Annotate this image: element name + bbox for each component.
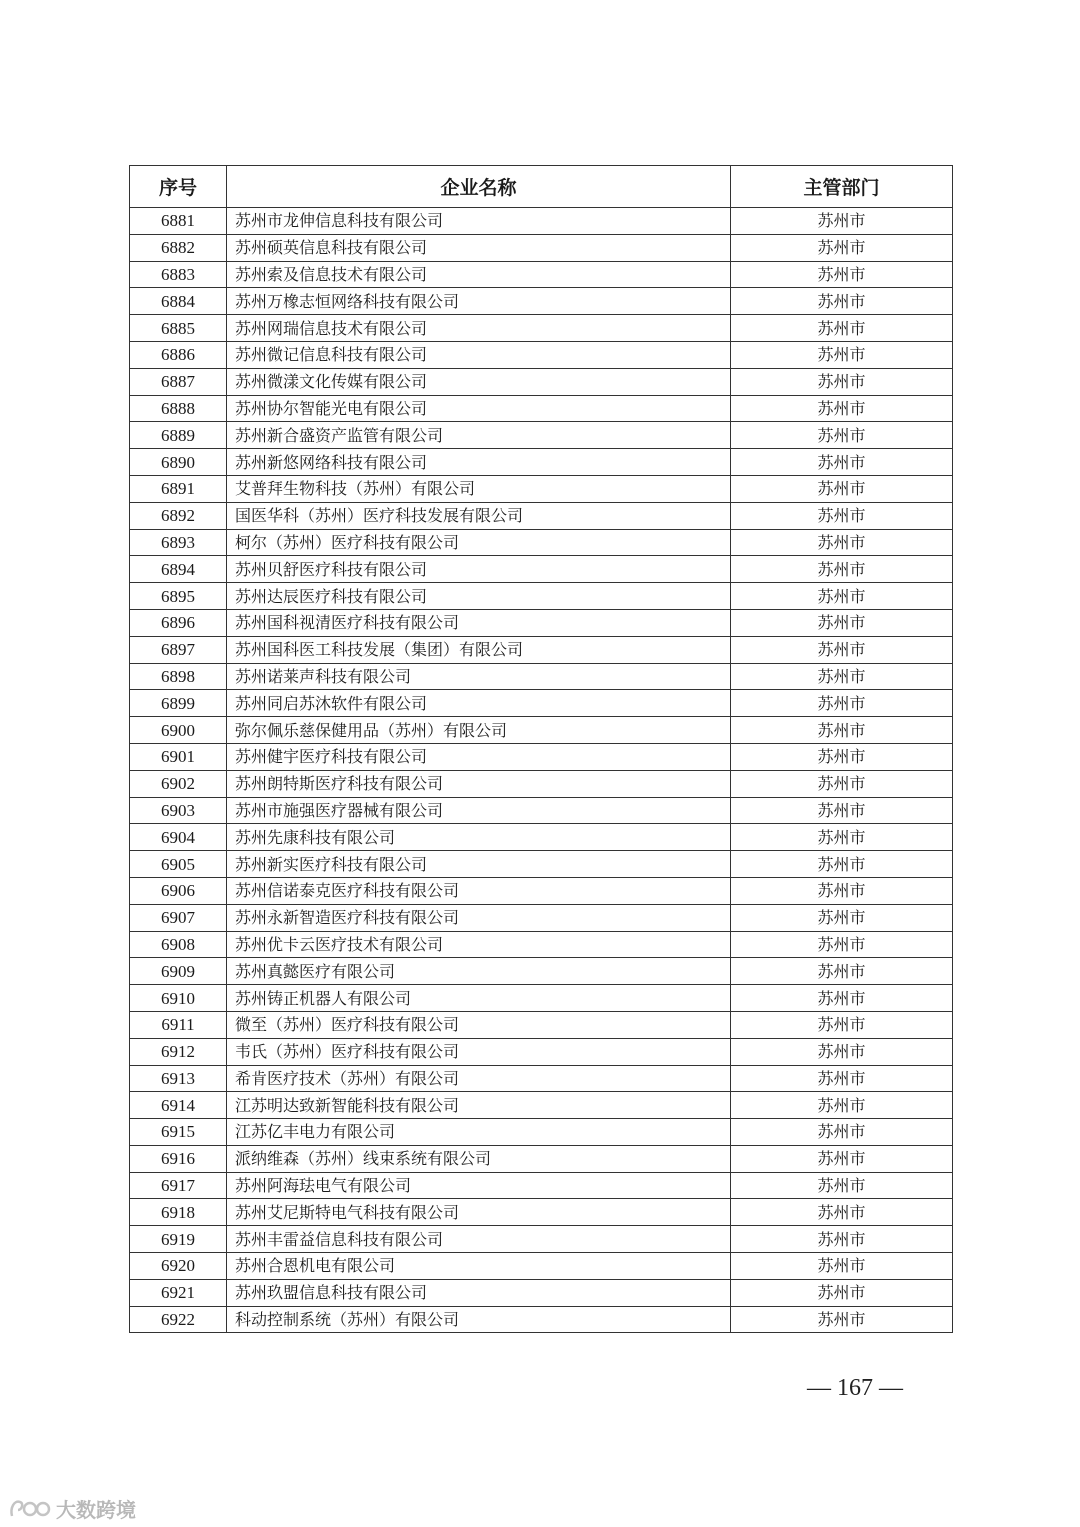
department-cell: 苏州市 [731, 449, 953, 476]
company-name-cell: 江苏亿丰电力有限公司 [227, 1119, 731, 1146]
serial-number-cell: 6887 [130, 368, 227, 395]
table-row [130, 583, 953, 610]
company-name-cell: 苏州铸正机器人有限公司 [227, 985, 731, 1012]
company-name-cell: 科动控制系统（苏州）有限公司 [227, 1306, 731, 1333]
table-row [130, 1119, 953, 1146]
table-row [130, 690, 953, 717]
table-row [130, 1253, 953, 1280]
watermark [8, 1494, 136, 1523]
company-name-cell: 派纳维森（苏州）线束系统有限公司 [227, 1145, 731, 1172]
serial-number-cell: 6884 [130, 288, 227, 315]
table-header [130, 166, 953, 208]
table-row [130, 288, 953, 315]
table-row [130, 341, 953, 368]
company-name-cell: 苏州贝舒医疗科技有限公司 [227, 556, 731, 583]
company-name-cell: 苏州同启苏沐软件有限公司 [227, 690, 731, 717]
serial-number-cell: 6886 [130, 341, 227, 368]
serial-number-cell: 6913 [130, 1065, 227, 1092]
table-row [130, 449, 953, 476]
table-row [130, 1038, 953, 1065]
serial-number-cell: 6912 [130, 1038, 227, 1065]
table-row [130, 395, 953, 422]
serial-number-cell: 6890 [130, 449, 227, 476]
company-name-cell: 苏州网瑞信息技术有限公司 [227, 315, 731, 342]
serial-number-cell: 6894 [130, 556, 227, 583]
serial-number-cell: 6898 [130, 663, 227, 690]
company-name-cell: 苏州艾尼斯特电气科技有限公司 [227, 1199, 731, 1226]
department-cell: 苏州市 [731, 1253, 953, 1280]
department-cell: 苏州市 [731, 717, 953, 744]
department-cell: 苏州市 [731, 315, 953, 342]
table-row [130, 609, 953, 636]
serial-number-cell: 6915 [130, 1119, 227, 1146]
company-name-cell: 苏州先康科技有限公司 [227, 824, 731, 851]
company-name-cell: 苏州信诺泰克医疗科技有限公司 [227, 877, 731, 904]
department-cell: 苏州市 [731, 797, 953, 824]
company-name-cell: 苏州新实医疗科技有限公司 [227, 851, 731, 878]
department-cell: 苏州市 [731, 422, 953, 449]
company-name-cell: 苏州国科视清医疗科技有限公司 [227, 609, 731, 636]
department-cell: 苏州市 [731, 1172, 953, 1199]
company-name-cell: 苏州朗特斯医疗科技有限公司 [227, 770, 731, 797]
serial-number-cell: 6883 [130, 261, 227, 288]
serial-number-cell: 6889 [130, 422, 227, 449]
serial-number-cell: 6906 [130, 877, 227, 904]
enterprise-list-table [129, 165, 953, 1333]
serial-number-cell: 6908 [130, 931, 227, 958]
department-cell: 苏州市 [731, 208, 953, 235]
department-cell: 苏州市 [731, 1065, 953, 1092]
company-name-cell: 苏州硕英信息科技有限公司 [227, 234, 731, 261]
serial-number-cell: 6904 [130, 824, 227, 851]
department-cell: 苏州市 [731, 931, 953, 958]
company-name-cell: 苏州市龙伸信息科技有限公司 [227, 208, 731, 235]
table-row [130, 1145, 953, 1172]
table-row [130, 234, 953, 261]
department-cell: 苏州市 [731, 904, 953, 931]
department-cell: 苏州市 [731, 1199, 953, 1226]
table-row [130, 904, 953, 931]
company-name-cell: 苏州微漾文化传媒有限公司 [227, 368, 731, 395]
company-name-cell: 柯尔（苏州）医疗科技有限公司 [227, 529, 731, 556]
department-cell: 苏州市 [731, 475, 953, 502]
company-name-cell: 苏州新悠网络科技有限公司 [227, 449, 731, 476]
table-header-row [130, 166, 953, 208]
table-row [130, 877, 953, 904]
serial-number-cell: 6888 [130, 395, 227, 422]
company-name-cell: 苏州玖盟信息科技有限公司 [227, 1279, 731, 1306]
serial-number-cell: 6914 [130, 1092, 227, 1119]
department-cell: 苏州市 [731, 502, 953, 529]
department-cell: 苏州市 [731, 1306, 953, 1333]
serial-number-cell: 6916 [130, 1145, 227, 1172]
company-name-cell: 艾普拜生物科技（苏州）有限公司 [227, 475, 731, 502]
department-cell: 苏州市 [731, 1226, 953, 1253]
table-row [130, 502, 953, 529]
department-cell: 苏州市 [731, 663, 953, 690]
table-row [130, 1092, 953, 1119]
table-row [130, 1199, 953, 1226]
department-cell: 苏州市 [731, 743, 953, 770]
company-name-cell: 苏州诺莱声科技有限公司 [227, 663, 731, 690]
department-cell: 苏州市 [731, 690, 953, 717]
company-name-cell: 苏州永新智造医疗科技有限公司 [227, 904, 731, 931]
company-name-cell: 苏州达辰医疗科技有限公司 [227, 583, 731, 610]
department-cell: 苏州市 [731, 583, 953, 610]
table-row [130, 315, 953, 342]
company-name-cell: 国医华科（苏州）医疗科技发展有限公司 [227, 502, 731, 529]
department-cell: 苏州市 [731, 529, 953, 556]
company-name-cell: 苏州合恩机电有限公司 [227, 1253, 731, 1280]
department-cell: 苏州市 [731, 1279, 953, 1306]
table-row [130, 717, 953, 744]
department-cell: 苏州市 [731, 1038, 953, 1065]
department-cell: 苏州市 [731, 609, 953, 636]
serial-number-cell: 6909 [130, 958, 227, 985]
table-row [130, 770, 953, 797]
table-row [130, 824, 953, 851]
department-cell: 苏州市 [731, 1119, 953, 1146]
serial-number-cell: 6922 [130, 1306, 227, 1333]
company-name-cell: 弥尔佩乐慈保健用品（苏州）有限公司 [227, 717, 731, 744]
table-row [130, 663, 953, 690]
header-company-name: 企业名称 [227, 166, 731, 208]
table-row [130, 368, 953, 395]
company-name-cell: 希肯医疗技术（苏州）有限公司 [227, 1065, 731, 1092]
department-cell: 苏州市 [731, 556, 953, 583]
serial-number-cell: 6921 [130, 1279, 227, 1306]
table-row [130, 797, 953, 824]
department-cell: 苏州市 [731, 636, 953, 663]
company-name-cell: 韦氏（苏州）医疗科技有限公司 [227, 1038, 731, 1065]
table-row [130, 1172, 953, 1199]
company-name-cell: 苏州丰雷益信息科技有限公司 [227, 1226, 731, 1253]
serial-number-cell: 6903 [130, 797, 227, 824]
serial-number-cell: 6899 [130, 690, 227, 717]
company-name-cell: 苏州真懿医疗有限公司 [227, 958, 731, 985]
company-name-cell: 江苏明达致新智能科技有限公司 [227, 1092, 731, 1119]
watermark-text: 大数跨境 [56, 1498, 136, 1522]
table-row [130, 985, 953, 1012]
header-department: 主管部门 [731, 166, 953, 208]
department-cell: 苏州市 [731, 770, 953, 797]
table-row [130, 1226, 953, 1253]
table-row [130, 743, 953, 770]
company-name-cell: 苏州国科医工科技发展（集团）有限公司 [227, 636, 731, 663]
company-name-cell: 苏州阿海珐电气有限公司 [227, 1172, 731, 1199]
company-name-cell: 苏州市施强医疗器械有限公司 [227, 797, 731, 824]
serial-number-cell: 6911 [130, 1011, 227, 1038]
department-cell: 苏州市 [731, 395, 953, 422]
table-row [130, 475, 953, 502]
table-row [130, 636, 953, 663]
department-cell: 苏州市 [731, 1092, 953, 1119]
company-name-cell: 苏州微记信息科技有限公司 [227, 341, 731, 368]
serial-number-cell: 6900 [130, 717, 227, 744]
header-serial-number: 序号 [130, 166, 227, 208]
page-number: — 167 — [807, 1375, 903, 1401]
serial-number-cell: 6901 [130, 743, 227, 770]
table-body [130, 208, 953, 1333]
department-cell: 苏州市 [731, 1145, 953, 1172]
company-name-cell: 微至（苏州）医疗科技有限公司 [227, 1011, 731, 1038]
serial-number-cell: 6907 [130, 904, 227, 931]
table-row [130, 1306, 953, 1333]
serial-number-cell: 6918 [130, 1199, 227, 1226]
table-row [130, 556, 953, 583]
brand-logo-icon [8, 1496, 52, 1522]
company-name-cell: 苏州新合盛资产监管有限公司 [227, 422, 731, 449]
department-cell: 苏州市 [731, 341, 953, 368]
serial-number-cell: 6902 [130, 770, 227, 797]
table-row [130, 1279, 953, 1306]
department-cell: 苏州市 [731, 234, 953, 261]
department-cell: 苏州市 [731, 288, 953, 315]
table-row [130, 851, 953, 878]
table-row [130, 529, 953, 556]
table-row [130, 1065, 953, 1092]
company-name-cell: 苏州协尔智能光电有限公司 [227, 395, 731, 422]
department-cell: 苏州市 [731, 985, 953, 1012]
serial-number-cell: 6919 [130, 1226, 227, 1253]
table-row [130, 931, 953, 958]
serial-number-cell: 6897 [130, 636, 227, 663]
serial-number-cell: 6882 [130, 234, 227, 261]
serial-number-cell: 6917 [130, 1172, 227, 1199]
serial-number-cell: 6896 [130, 609, 227, 636]
table-row [130, 958, 953, 985]
department-cell: 苏州市 [731, 958, 953, 985]
table-row [130, 261, 953, 288]
table-row [130, 1011, 953, 1038]
serial-number-cell: 6892 [130, 502, 227, 529]
serial-number-cell: 6920 [130, 1253, 227, 1280]
company-name-cell: 苏州健宇医疗科技有限公司 [227, 743, 731, 770]
department-cell: 苏州市 [731, 368, 953, 395]
table-row [130, 422, 953, 449]
department-cell: 苏州市 [731, 851, 953, 878]
department-cell: 苏州市 [731, 824, 953, 851]
department-cell: 苏州市 [731, 261, 953, 288]
serial-number-cell: 6885 [130, 315, 227, 342]
serial-number-cell: 6881 [130, 208, 227, 235]
serial-number-cell: 6895 [130, 583, 227, 610]
department-cell: 苏州市 [731, 1011, 953, 1038]
table-row [130, 208, 953, 235]
serial-number-cell: 6893 [130, 529, 227, 556]
serial-number-cell: 6905 [130, 851, 227, 878]
serial-number-cell: 6910 [130, 985, 227, 1012]
company-name-cell: 苏州索及信息技术有限公司 [227, 261, 731, 288]
company-name-cell: 苏州优卡云医疗技术有限公司 [227, 931, 731, 958]
serial-number-cell: 6891 [130, 475, 227, 502]
department-cell: 苏州市 [731, 877, 953, 904]
company-name-cell: 苏州万橡志恒网络科技有限公司 [227, 288, 731, 315]
